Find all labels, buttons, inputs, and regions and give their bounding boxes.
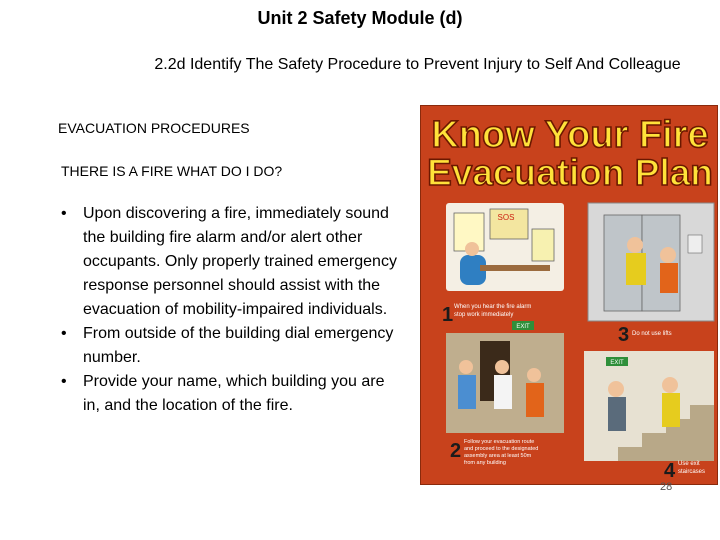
step1-text-a: When you hear the fire alarm [454,304,532,310]
bullet-dot: • [61,373,67,390]
bullet-text: Provide your name, which building you are in, and the location of the fire. [83,373,385,414]
exit-sign-2: EXIT [610,360,624,366]
step4-text-a: Use exit [678,461,700,467]
step2-number: 2 [450,440,462,462]
bullet-dot: • [61,205,67,222]
section-heading: EVACUATION PROCEDURES [58,120,250,136]
step2-text-c: assembly area at least 50m [464,453,532,459]
step1-number: 1 [442,304,454,326]
step3-text: Do not use lifts [632,331,672,337]
fire-evacuation-poster [420,105,718,485]
bullet-dot: • [61,325,67,342]
panel-corridor-illustration [446,333,564,433]
bullet-text: From outside of the building dial emergency number. [83,325,394,366]
step1-text-b: stop work immediately [454,312,514,318]
poster-heading-line1: Know Your Fire [431,114,709,156]
bullet-item [55,202,405,322]
question-heading: THERE IS A FIRE WHAT DO I DO? [61,163,283,179]
step4-number: 4 [664,460,676,482]
step3-number: 3 [618,324,630,346]
bullet-item [55,322,405,370]
step2-text-d: from any building [464,460,506,466]
bullet-text: Upon discovering a fire, immediately sound the building fire alarm and/or alert other occupants. Only properly trained emergency response personnel should assist with the evacuation of mobility-impaired individuals. [83,205,397,318]
panel-lift-illustration [588,203,714,321]
step2-text-b: and proceed to the designated [464,446,539,452]
step2-text-a: Follow your evacuation route [464,439,535,445]
sos-label: SOS [497,213,515,222]
panel-office-illustration [446,203,564,291]
exit-sign: EXIT [516,324,530,330]
bullet-item [55,370,405,418]
slide-title: Unit 2 Safety Module (d) [257,8,463,28]
slide-subtitle: 2.2d Identify The Safety Procedure to Prevent Injury to Self And Colleague [154,56,681,73]
step4-text-b: staircases [678,469,706,475]
bullet-list [55,202,405,418]
poster-heading-line2: Evacuation Plan [427,152,713,193]
panel-staircase-illustration [584,351,714,461]
page-number: 28 [660,481,673,493]
